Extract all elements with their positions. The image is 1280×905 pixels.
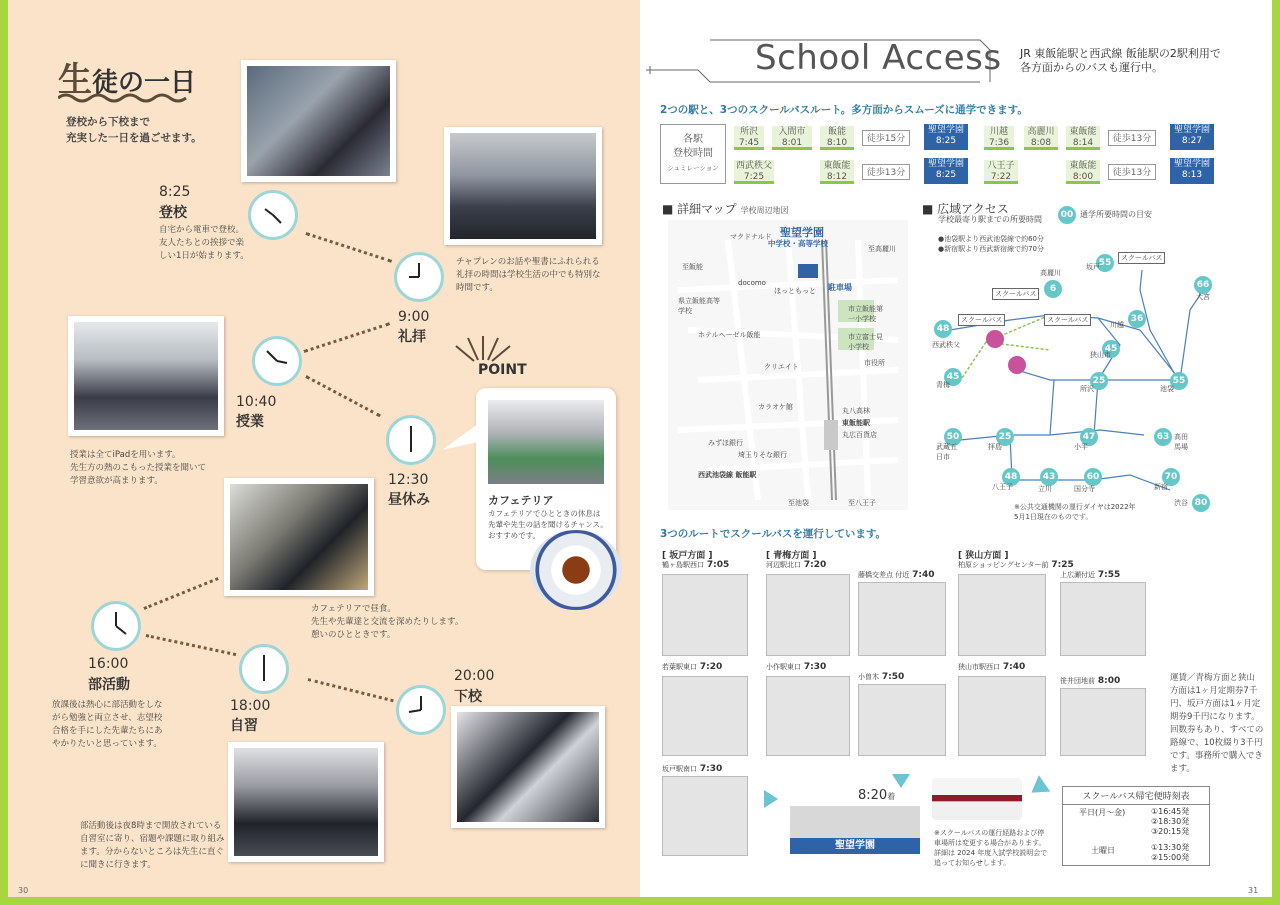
route-map — [766, 676, 850, 756]
label-worship: 礼拝 — [398, 329, 426, 345]
time-16-00: 16:00 — [88, 656, 129, 672]
map-label: 至池袋 — [788, 499, 809, 507]
node-label: 拝島 — [988, 443, 1002, 451]
label-club: 部活動 — [88, 677, 130, 693]
stop: 若葉駅東口 7:20 — [662, 662, 723, 672]
node-shibuya: 80 — [1192, 494, 1210, 512]
map-label: みずほ銀行 — [708, 439, 743, 447]
home-bus-timetable — [1062, 786, 1210, 866]
desc-lunch: カフェテリアで昼食。 先生や先輩達と交流を深めたりします。 憩いのひとときです。 — [311, 604, 464, 640]
walk-cell: 徒歩13分 — [862, 164, 910, 180]
clock-icon — [386, 415, 436, 465]
photo-lunch — [224, 478, 374, 596]
wide-notes: ●池袋駅より西武池袋線で約60分 ●新宿駅より西武新宿線で約70分 — [938, 235, 1045, 253]
node-komagawa: 6 — [1044, 280, 1062, 298]
time-18-00: 18:00 — [230, 698, 271, 714]
legend-circle: 00 — [1058, 206, 1076, 224]
page-number: 31 — [1248, 886, 1259, 895]
node-takadanobaba: 63 — [1154, 428, 1172, 446]
map-label: 至八王子 — [848, 499, 876, 507]
node-ome: 45 — [944, 368, 962, 386]
route-map — [858, 582, 946, 656]
station-cell: 東飯能 8:14 — [1066, 126, 1100, 150]
bus-tag: スクールバス — [1044, 314, 1091, 326]
arrow-icon — [1026, 775, 1051, 801]
node-tokorozawa: 25 — [1090, 372, 1108, 390]
map-label: ホテルヘーゼル飯能 — [698, 331, 761, 339]
map-school-sub: 中学校・高等学校 — [768, 239, 828, 248]
wave-decoration — [58, 92, 188, 104]
stop: 柏原ショッピングセンター前 7:25 — [958, 560, 1074, 570]
clock-icon — [248, 190, 298, 240]
arrow-icon — [764, 790, 778, 808]
time-8-25: 8:25 — [159, 184, 191, 200]
map-label: 埼玉りそな銀行 — [738, 451, 787, 459]
node-label: 狭山市 — [1090, 351, 1111, 359]
wide-access-sub: 学校最寄り駅までの所要時間 — [938, 215, 1042, 224]
station-cell: 東飯能 8:12 — [820, 160, 854, 184]
photo-class — [68, 316, 224, 436]
map-parking-label: 駐車場 — [828, 283, 852, 292]
map-label: クリエイト — [764, 363, 799, 371]
node-label: 青梅 — [936, 381, 950, 389]
label-selfstudy: 自習 — [230, 718, 258, 734]
node-sakado: 55 — [1096, 254, 1114, 272]
speech-tail — [438, 420, 480, 456]
stop: 笹井団地前 8:00 — [1060, 676, 1121, 686]
route-map — [662, 676, 748, 756]
saturday-times: ①13:30発 ②15:00発 — [1151, 843, 1190, 862]
node-label: 西武秩父 — [932, 341, 960, 349]
map-school-label: 聖望学園 — [780, 226, 824, 239]
dotted-connector — [304, 322, 391, 353]
page-number: 30 — [18, 886, 29, 895]
node-label: 大宮 — [1196, 293, 1210, 301]
stop: 小曽木 7:50 — [858, 672, 905, 682]
clock-icon — [396, 685, 446, 735]
node-chichibu: 48 — [934, 320, 952, 338]
map-label: 丸八高林 — [842, 407, 870, 415]
label-leaving: 下校 — [454, 689, 482, 705]
clock-icon — [252, 336, 302, 386]
destination-cell: 聖望学園 8:13 — [1170, 158, 1214, 184]
right-page — [640, 0, 1280, 905]
route-map — [662, 574, 748, 656]
point-desc: カフェテリアでひとときの休息は 先輩や先生の話を聞けるチャンス。 おすすめです。 — [488, 509, 608, 540]
detail-map — [668, 220, 908, 510]
label-arrival: 登校 — [159, 205, 187, 221]
route-map — [766, 574, 850, 656]
node-haijima: 25 — [996, 428, 1014, 446]
saturday-label: 土曜日 — [1091, 846, 1115, 855]
stop: 狭山市駅西口 7:40 — [958, 662, 1026, 672]
map-label: docomo — [738, 279, 766, 287]
node-label: 国分寺 — [1074, 485, 1095, 493]
arrow-icon — [892, 774, 910, 788]
map-label: 西武池袋線 飯能駅 — [698, 471, 757, 479]
station-cell: 八王子 7:22 — [984, 160, 1018, 184]
stop: 藤橋交差点 付近 7:40 — [858, 570, 935, 580]
clock-icon — [394, 252, 444, 302]
desc-club: 放課後は熱心に部活動をしな がら勉強と両立させ、志望校 合格を手にした先輩たちにあ やかりたいと思っています。 — [52, 700, 163, 749]
node-label: 池袋 — [1160, 385, 1174, 393]
node-hachioji: 48 — [1002, 468, 1020, 486]
route-map — [1060, 688, 1146, 756]
dotted-connector — [146, 634, 237, 656]
label-lunch: 昼休み — [388, 492, 430, 508]
node-label: 立川 — [1038, 485, 1052, 493]
school-access-subtitle: JR 東飯能駅と西武線 飯能駅の2駅利用で 各方面からのバスも運行中。 — [1020, 47, 1221, 74]
node-ikebukuro: 55 — [1170, 372, 1188, 390]
station-cell: 東飯能 8:00 — [1066, 160, 1100, 184]
weekday-times: ①16:45発 ②18:30発 ③20:15発 — [1151, 807, 1190, 836]
bus-note: ※スクールバスの運行経路および停 車場所は変更する場合があります。 詳細は 2024 年度入試学校説明会で 追ってお知らせします。 — [934, 829, 1048, 867]
walk-cell: 徒歩13分 — [1108, 164, 1156, 180]
walk-cell: 徒歩15分 — [862, 130, 910, 146]
station-cell: 入間市 8:01 — [772, 126, 812, 150]
bus-tag: スクールバス — [1118, 252, 1165, 264]
bus-tag: スクールバス — [958, 314, 1005, 326]
time-20-00: 20:00 — [454, 668, 495, 684]
node-label: 所沢 — [1080, 385, 1094, 393]
detail-map-heading: ■ 詳細マップ 学校周辺地図 — [662, 202, 789, 216]
node-label: 高田馬場 — [1174, 433, 1188, 451]
station-cell: 川越 7:36 — [984, 126, 1014, 150]
map-label: 市立富士見小学校 — [848, 333, 883, 351]
route-map — [958, 574, 1046, 656]
stop: 坂戸駅南口 7:30 — [662, 764, 723, 774]
school-bus-image — [932, 778, 1022, 820]
schedule-sim-label: 各駅 登校時間 シュミレーション — [660, 124, 726, 184]
destination-cell: 聖望学園 8:25 — [924, 124, 968, 150]
map-label: マクドナルド — [730, 233, 772, 241]
node-label: 新宿 — [1154, 483, 1168, 491]
node-label: 渋谷 — [1174, 499, 1188, 507]
node-kokubunji: 60 — [1084, 468, 1102, 486]
dotted-connector — [143, 577, 218, 610]
page-title: 生徒の一日 — [58, 60, 197, 100]
map-label: 県立飯能高等学校 — [678, 297, 720, 315]
map-label: 東飯能駅 — [842, 419, 870, 427]
route-map — [662, 776, 748, 856]
destination-cell: 聖望学園 8:27 — [1170, 124, 1214, 150]
photo-study — [228, 742, 384, 862]
desc-worship: チャプレンのお話や聖書にふれられる 礼拝の時間は学校生活の中でも特別な 時間です。 — [456, 257, 601, 293]
node-tachikawa: 43 — [1040, 468, 1058, 486]
stop: 小作駅東口 7:30 — [766, 662, 827, 672]
bus-tag: スクールバス — [992, 288, 1039, 300]
desc-arrival: 自宅から電車で登校。 友人たちとの挨拶で楽 しい1日が始まります。 — [159, 225, 249, 261]
section-heading-bus: 3つのルートでスクールバスを運行しています。 — [660, 528, 887, 540]
curry-plate-image — [530, 530, 622, 610]
point-title: カフェテリア — [488, 494, 554, 507]
school-building — [790, 806, 920, 838]
time-9-00: 9:00 — [398, 309, 430, 325]
route-sakado-label: [ 坂戸方面 ] — [662, 551, 713, 561]
fare-text: 運賃／青梅方面と狭山 方面は1ヶ月定期券7千 円、坂戸方面は1ヶ月定 期券9千円になります。 回数券もあり、すべての 路線で、10枚綴り3千円 です。事務所で購入でき ます。 — [1170, 673, 1264, 774]
time-12-30: 12:30 — [388, 472, 429, 488]
arrival-time: 8:20着 — [858, 788, 896, 803]
route-map — [1060, 582, 1146, 656]
node-label: 坂戸 — [1086, 263, 1100, 271]
route-sayama-label: [ 狭山方面 ] — [958, 551, 1009, 561]
node-shinjuku: 70 — [1162, 468, 1180, 486]
photo-chapel — [444, 127, 602, 245]
cafeteria-photo — [488, 400, 604, 484]
photo-goinghome — [451, 706, 605, 828]
wide-access-heading: ■ 広域アクセス — [922, 202, 1009, 216]
node-kawagoe: 36 — [1128, 310, 1146, 328]
map-label: 丸広百貨店 — [842, 431, 877, 439]
node-omiya: 66 — [1194, 276, 1212, 294]
stop: 河辺駅北口 7:20 — [766, 560, 827, 570]
desc-class: 授業は全てiPadを用います。 先生方の熱のこもった授業を聞いて 学習意欲が高まります。 — [70, 450, 207, 486]
school-name-plate: 聖望学園 — [790, 838, 920, 854]
weekday-label: 平日(月〜金) — [1079, 808, 1126, 817]
map-label: 至高麗川 — [868, 245, 896, 253]
node-label: 川越 — [1110, 321, 1124, 329]
map-label: 市立飯能第一小学校 — [848, 305, 883, 323]
station-cell: 高麗川 8:08 — [1024, 126, 1058, 150]
route-ome-label: [ 青梅方面 ] — [766, 551, 817, 561]
time-10-40: 10:40 — [236, 394, 277, 410]
map-label: カラオケ館 — [758, 403, 793, 411]
point-heading: POINT — [478, 362, 527, 378]
map-label: 至飯能 — [682, 263, 703, 271]
node-itsukaichi: 50 — [944, 428, 962, 446]
node-sayamashi: 45 — [1102, 340, 1120, 358]
timetable-title: スクールバス帰宅便時刻表 — [1063, 787, 1209, 805]
node-label: 高麗川 — [1040, 269, 1061, 277]
clock-icon — [91, 601, 141, 651]
hanno-station-dot — [986, 330, 1004, 348]
station-cell: 飯能 8:10 — [820, 126, 854, 150]
node-label: 武蔵五日市 — [936, 443, 957, 461]
photo-commute — [241, 60, 396, 182]
dotted-connector — [306, 232, 393, 263]
burst-decoration — [448, 330, 518, 364]
destination-cell: 聖望学園 8:25 — [924, 158, 968, 184]
dotted-connector — [305, 375, 381, 417]
school-access-title: School Access — [755, 38, 1002, 78]
clock-icon — [239, 644, 289, 694]
route-map — [858, 684, 946, 756]
label-class: 授業 — [236, 414, 264, 430]
section-heading-routes: 2つの駅と、3つのスクールバスルート。多方面からスムーズに通学できます。 — [660, 104, 1028, 116]
stop: 鶴ヶ島駅西口 7:05 — [662, 560, 730, 570]
legend-text: 通学所要時間の目安 — [1080, 210, 1152, 219]
higashihanno-station-dot — [1008, 356, 1026, 374]
desc-selfstudy: 部活動後は夜8時まで開放されている 自習室に寄り、宿題や課題に取り組み ます。分からないところは先生に直ぐ に聞きに行きます。 — [80, 821, 225, 870]
stop: 上広瀬付近 7:55 — [1060, 570, 1121, 580]
map-label: ほっともっと — [774, 287, 816, 295]
station-cell: 所沢 7:45 — [734, 126, 764, 150]
map-label: 市役所 — [864, 359, 885, 367]
node-label: 小平 — [1074, 443, 1088, 451]
route-map — [958, 676, 1046, 756]
dotted-connector — [308, 678, 394, 702]
node-label: 八王子 — [992, 483, 1013, 491]
walk-cell: 徒歩13分 — [1108, 130, 1156, 146]
wide-footnote: ※公共交通機関の運行ダイヤは2022年 5月1日現在のものです。 — [1014, 503, 1136, 521]
station-cell: 西武秩父 7:25 — [735, 161, 772, 182]
node-kodaira: 47 — [1080, 428, 1098, 446]
page-subtitle: 登校から下校まで 充実した一日を過ごせます。 — [66, 116, 202, 144]
